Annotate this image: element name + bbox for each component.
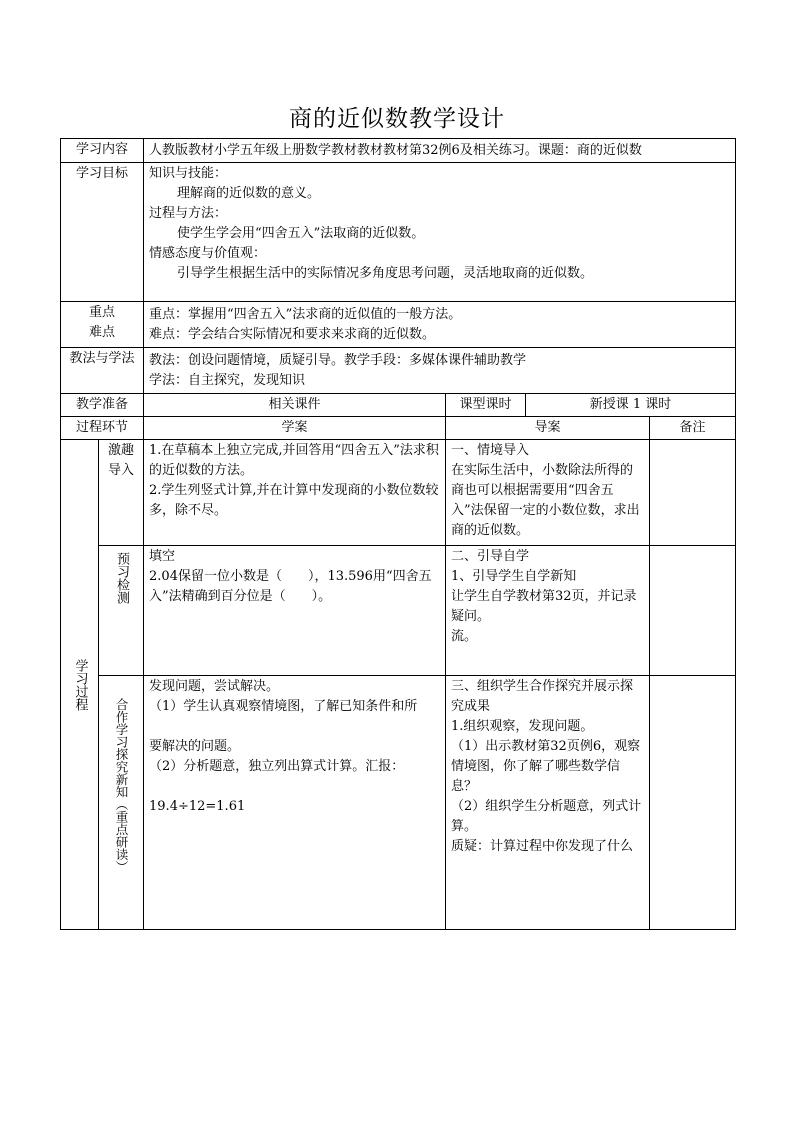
student-plan-line: 发现问题，尝试解决。: [149, 679, 280, 694]
teacher-plan-cell: [446, 546, 650, 676]
lesson-type-label: 课型课时: [446, 394, 526, 417]
note-header: 备注: [650, 417, 736, 440]
goal-line: 使学生学会用“四舍五入”法取商的近似数。: [177, 226, 425, 241]
lesson-type-value: 新授课 1 课时: [526, 394, 736, 417]
teach-method-line: 教法：创设问题情境，质疑引导。教学手段：多媒体课件辅助教学: [149, 352, 527, 368]
stage-header: 过程环节: [61, 417, 144, 440]
stage-name: 预习检测: [99, 546, 144, 676]
student-plan-line: 2.学生列竖式计算,并在计算中发现商的小数位数较多，除不尽。: [149, 483, 439, 518]
goals-label: 学习目标: [61, 163, 144, 302]
teacher-plan-header: 导案: [446, 417, 650, 440]
student-plan-line: [149, 777, 440, 797]
teacher-plan-line: （1）出示教材第32页例6，观察情境图，你了解了哪些数学信息？: [451, 739, 641, 794]
student-plan-cell: [144, 546, 446, 676]
goal-line: 知识与技能：: [149, 166, 228, 181]
student-plan-line: [149, 717, 440, 737]
goal-line: 情感态度与价值观：: [149, 246, 267, 261]
difficulty-line: 难点：学会结合实际情况和要求来求商的近似数。: [149, 326, 436, 342]
key-content: [144, 302, 736, 348]
key-line: 重点：掌握用“四舍五入”法求商的近似值的一般方法。: [149, 306, 462, 322]
teacher-plan-line: （2）组织学生分析题意，列式计算。: [451, 799, 642, 834]
prep-value: 相关课件: [144, 394, 446, 417]
note-cell: [650, 546, 736, 676]
prep-label: 教学准备: [61, 394, 144, 417]
goal-line: 理解商的近似数的意义。: [177, 186, 321, 201]
key-label-1: 重点: [89, 305, 116, 320]
stage-row: [61, 676, 736, 930]
key-label: [61, 302, 144, 348]
goal-line: 引导学生根据生活中的实际情况多角度思考问题，灵活地取商的近似数。: [177, 266, 594, 281]
student-plan-line: 19.4÷12=1.61: [149, 799, 246, 814]
process-header-row: [61, 417, 736, 440]
method-row: [61, 348, 736, 394]
prep-row: [61, 394, 736, 417]
stage-name: 激趣导入: [99, 440, 144, 546]
goal-line: 过程与方法：: [149, 206, 228, 221]
teacher-plan-cell: [446, 440, 650, 546]
lesson-plan-table: [60, 138, 736, 930]
student-plan-line: 填空: [149, 549, 176, 564]
note-cell: [650, 440, 736, 546]
goals-content: [144, 163, 736, 302]
content-label: 学习内容: [61, 139, 144, 163]
learn-method-line: 学法：自主探究，发现知识: [149, 372, 306, 388]
teacher-plan-line: 1、引导学生自学新知: [451, 569, 577, 584]
note-cell: [650, 676, 736, 930]
stage-name: 合作学习探究新知（重点研读）: [99, 676, 144, 930]
student-plan-cell: [144, 676, 446, 930]
goals-row: [61, 163, 736, 302]
student-plan-header: 学案: [144, 417, 446, 440]
student-plan-line: 2.04保留一位小数是（ ），13.596用“四舍五入”法精确到百分位是（ ）。: [149, 569, 432, 604]
student-plan-cell: [144, 440, 446, 546]
teacher-plan-line: 在实际生活中，小数除法所得的商也可以根据需要用“四舍五入”法保留一定的小数位数，求出商的近似数。: [451, 463, 640, 538]
teacher-plan-line: 二、引导自学: [451, 549, 530, 564]
page-title: 商的近似数教学设计: [289, 106, 505, 132]
stage-row: [61, 440, 736, 546]
teacher-plan-line: 让学生自学教材第32页，并记录疑问。: [451, 589, 637, 624]
key-row: [61, 302, 736, 348]
teacher-plan-cell: [446, 676, 650, 930]
teacher-plan-line: 一、情境导入: [451, 443, 530, 458]
teacher-plan-line: 三、组织学生合作探究并展示探究成果: [451, 679, 634, 714]
teacher-plan-line: 流。: [451, 629, 478, 644]
process-label: 学习过程: [61, 440, 99, 930]
content-row: [61, 139, 736, 163]
teacher-plan-line: 质疑：计算过程中你发现了什么: [451, 839, 634, 854]
content-value: 人教版教材小学五年级上册数学教材教材教材第32例6及相关练习。课题：商的近似数: [144, 139, 736, 163]
method-content: [144, 348, 736, 394]
student-plan-line: （1）学生认真观察情境图，了解已知条件和所: [149, 699, 418, 714]
student-plan-line: 要解决的问题。: [149, 739, 241, 754]
method-label: 教法与学法: [61, 348, 144, 394]
teacher-plan-line: 1.组织观察，发现问题。: [451, 719, 594, 734]
key-label-2: 难点: [89, 325, 116, 340]
stage-row: [61, 546, 736, 676]
student-plan-line: 1.在草稿本上独立完成,并回答用“四舍五入”法求积的近似数的方法。: [149, 443, 439, 478]
student-plan-line: （2）分析题意，独立列出算式计算。汇报：: [149, 759, 405, 774]
